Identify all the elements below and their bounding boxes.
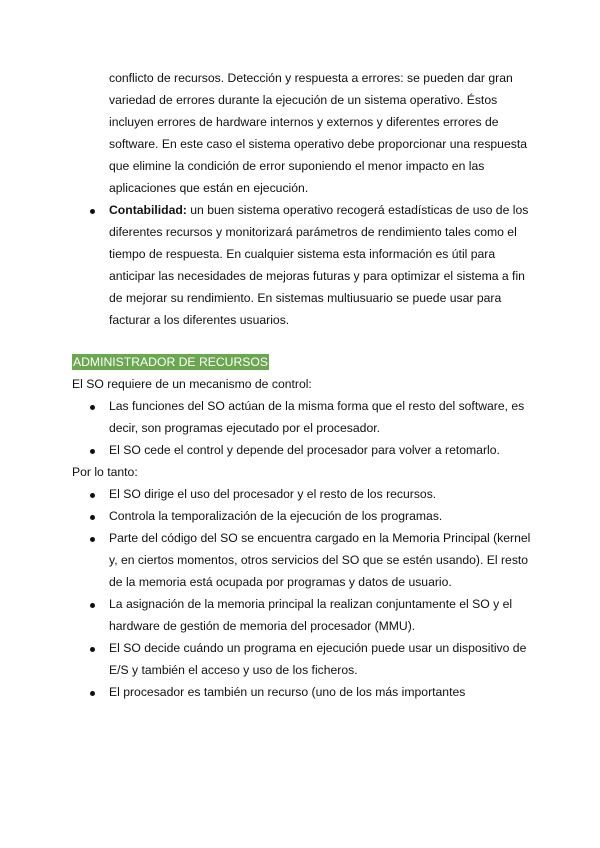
list-item-continuation: decir, son programas ejecutado por el procesador. [109, 421, 380, 435]
list-item-continuation: E/S y también el acceso y uso de los ficheros. [109, 663, 358, 677]
list-item: Las funciones del SO actúan de la misma forma que el resto del software, es [109, 399, 525, 413]
bullet-icon [90, 405, 95, 410]
paragraph-line: diferentes recursos y monitorizará parámetros de rendimiento tales como el [109, 225, 517, 239]
list-item-continuation: y, en ciertos momentos, otros servicios del SO que se estén usando). El resto [109, 553, 529, 567]
paragraph-line: tiempo de respuesta. En cualquier sistema esta información es útil para [109, 247, 496, 261]
list-item-continuation: hardware de gestión de memoria del procesador (MMU). [109, 619, 416, 633]
list-item: El procesador es también un recurso (uno de los más importantes [109, 685, 466, 699]
list-item-contabilidad [109, 202, 528, 218]
term-label: Contabilidad: [109, 203, 187, 217]
bullet-icon [90, 691, 95, 696]
bullet-icon [90, 493, 95, 498]
section-heading: ADMINISTRADOR DE RECURSOS [73, 355, 269, 369]
paragraph-line: incluyen errores de hardware internos y externos y diferentes errores de [109, 115, 499, 129]
bullet-icon [90, 647, 95, 652]
intro-text: El SO requiere de un mecanismo de control: [72, 377, 312, 391]
list-item: El SO decide cuándo un programa en ejecución puede usar un dispositivo de [109, 641, 527, 655]
list-item: El SO cede el control y depende del procesador para volver a retomarlo. [109, 443, 500, 457]
bullet-icon [90, 209, 95, 214]
paragraph-line: facturar a los diferentes usuarios. [109, 313, 290, 327]
paragraph-line: de mejorar su rendimiento. En sistemas multiusuario se puede usar para [109, 291, 502, 305]
transition-text: Por lo tanto: [72, 465, 138, 479]
list-item: Parte del código del SO se encuentra cargado en la Memoria Principal (kernel [109, 531, 531, 545]
list-item-continuation: de la memoria está ocupada por programas y datos de usuario. [109, 575, 452, 589]
paragraph-line: anticipar las necesidades de mejoras futuras y para optimizar el sistema a fin [109, 269, 525, 283]
bullet-icon [90, 515, 95, 520]
bullet-icon [90, 449, 95, 454]
list-item: Controla la temporalización de la ejecución de los programas. [109, 509, 443, 523]
paragraph-line: software. En este caso el sistema operativo debe proporcionar una respuesta [109, 137, 527, 151]
list-item: El SO dirige el uso del procesador y el resto de los recursos. [109, 487, 437, 501]
bullet-icon [90, 537, 95, 542]
paragraph-line: que elimine la condición de error suponiendo el menor impacto en las [109, 159, 485, 173]
paragraph-line: variedad de errores durante la ejecución de un sistema operativo. Éstos [109, 93, 498, 107]
paragraph-line: aplicaciones que están en ejecución. [109, 181, 309, 195]
paragraph-line: conflicto de recursos. Detección y respuesta a errores: se pueden dar gran [109, 71, 513, 85]
paragraph-text: un buen sistema operativo recogerá estadísticas de uso de los [186, 203, 529, 217]
bullet-icon [90, 603, 95, 608]
list-item: La asignación de la memoria principal la realizan conjuntamente el SO y el [109, 597, 513, 611]
